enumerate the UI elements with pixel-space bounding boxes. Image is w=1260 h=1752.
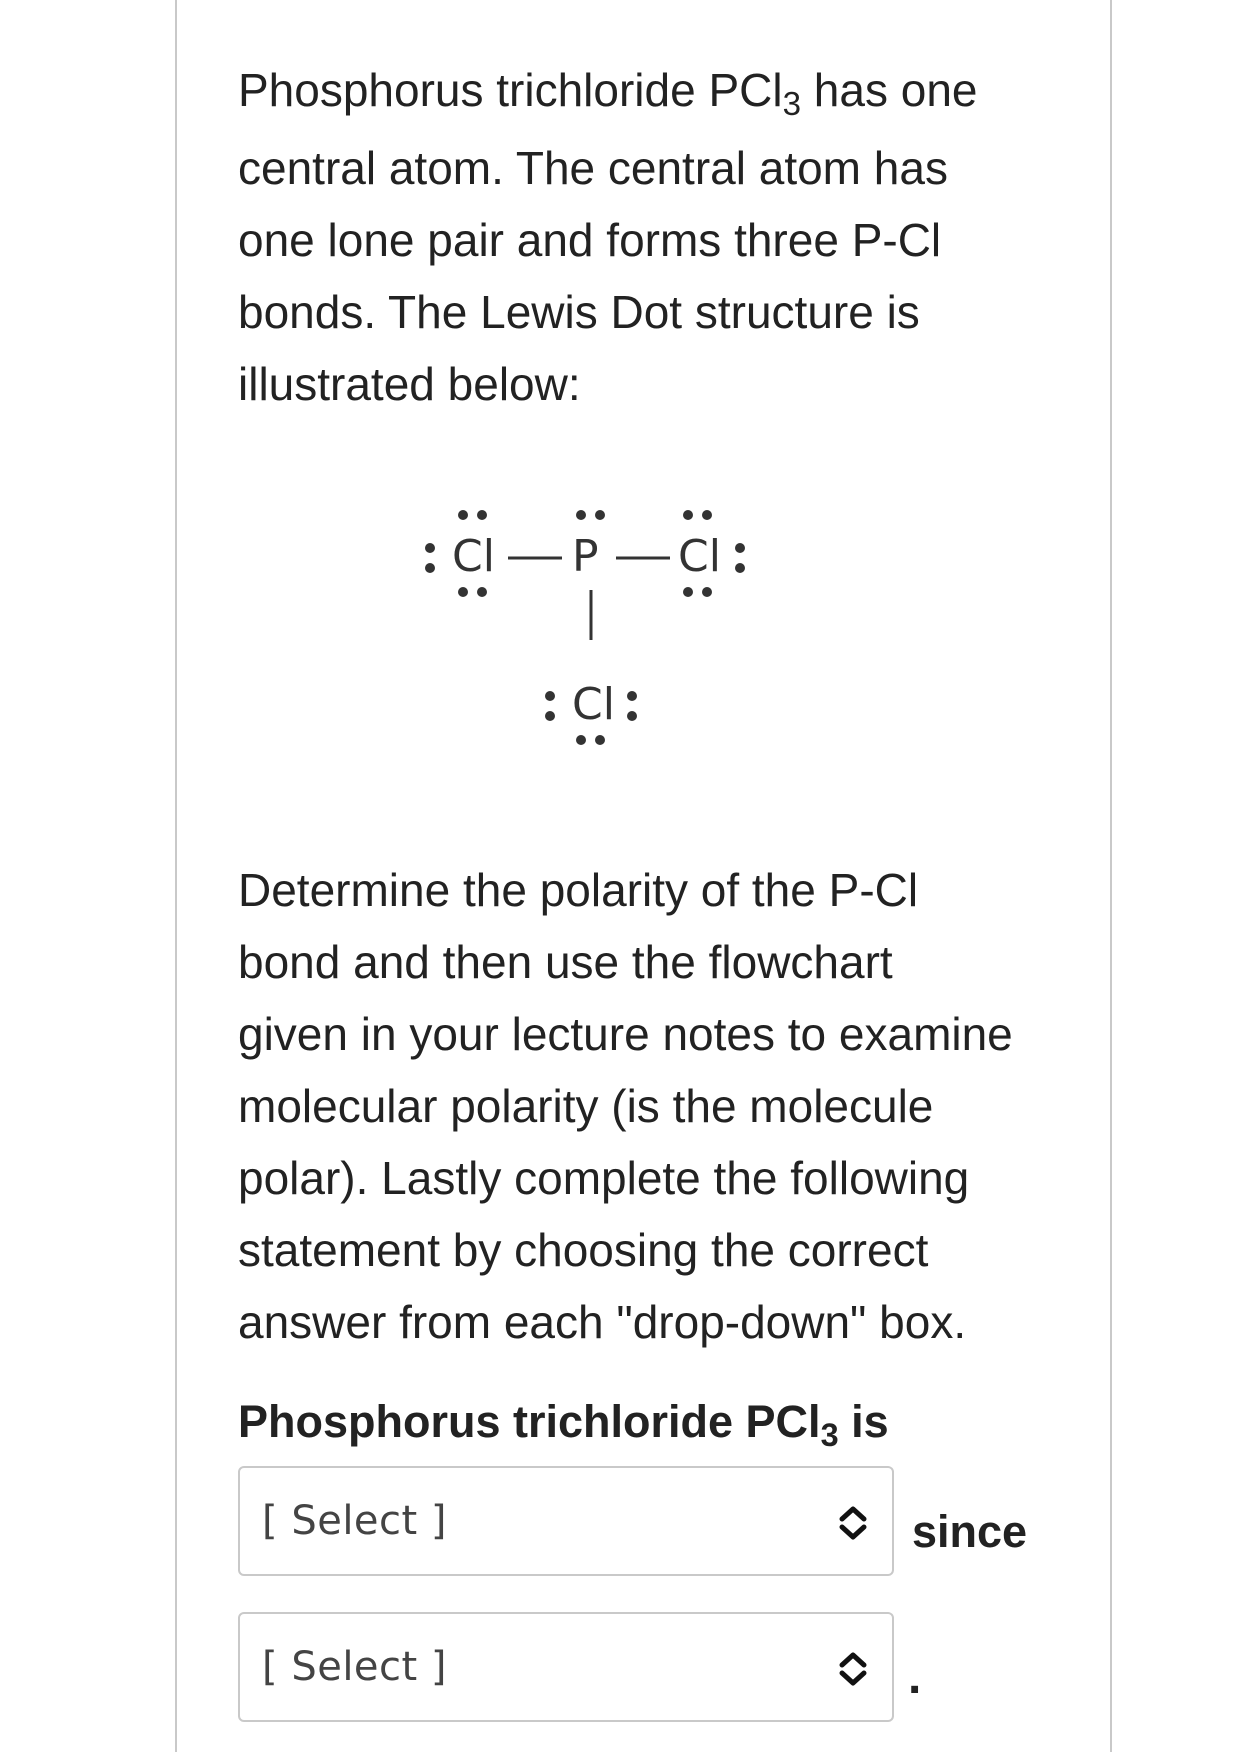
lone-pair-dot: [683, 510, 693, 520]
lewis-atom-bottom-cl: Cl: [572, 679, 615, 730]
intro-subscript: 3: [782, 86, 802, 124]
lone-pair-dot: [595, 735, 605, 745]
lone-pair-dot: [702, 510, 712, 520]
instructions-paragraph: [238, 854, 1078, 1358]
intro-line-1-tail: has one: [801, 64, 978, 116]
lone-pair-dot: [458, 510, 468, 520]
statement-tail: is: [838, 1396, 889, 1447]
statement-heading: [238, 1396, 889, 1454]
lone-pair-dot: [735, 563, 745, 573]
intro-line-2: central atom. The central atom has: [238, 142, 948, 194]
instructions-line-7: answer from each "drop-down" box.: [238, 1296, 967, 1348]
instructions-line-3: given in your lecture notes to examine: [238, 1008, 1013, 1060]
lone-pair-dot: [425, 563, 435, 573]
lone-pair-dot: [735, 543, 745, 553]
intro-line-1-text: Phosphorus trichloride PCl: [238, 64, 783, 116]
intro-line-1: [238, 54, 1078, 132]
lone-pair-dot: [477, 587, 487, 597]
lone-pair-dot: [545, 691, 555, 701]
instructions-line-6: statement by choosing the correct: [238, 1224, 929, 1276]
polarity-dropdown[interactable]: [238, 1466, 894, 1576]
lewis-atom-right-cl: Cl: [678, 531, 721, 582]
up-down-chevron-icon: [836, 1649, 870, 1689]
statement-text: Phosphorus trichloride PCl: [238, 1396, 821, 1447]
statement-subscript: 3: [820, 1417, 839, 1454]
intro-paragraph: [238, 54, 1078, 420]
intro-line-5: illustrated below:: [238, 358, 581, 410]
lone-pair-dot: [576, 735, 586, 745]
lone-pair-dot: [627, 691, 637, 701]
dropdown-selected-value: [ Select ]: [262, 1498, 448, 1544]
lewis-atom-left-cl: Cl: [452, 531, 495, 582]
intro-line-3: one lone pair and forms three P-Cl: [238, 214, 942, 266]
instructions-line-4: molecular polarity (is the molecule: [238, 1080, 934, 1132]
instructions-line-1: Determine the polarity of the P-Cl: [238, 864, 919, 916]
since-label: since: [912, 1506, 1028, 1557]
dropdown-selected-value: [ Select ]: [262, 1644, 448, 1690]
lewis-atom-center-p: P: [572, 531, 599, 582]
lone-pair-dot: [458, 587, 468, 597]
lone-pair-dot: [702, 587, 712, 597]
lone-pair-dot: [576, 510, 586, 520]
lone-pair-dot: [595, 510, 605, 520]
up-down-chevron-icon: [836, 1503, 870, 1543]
instructions-line-2: bond and then use the flowchart: [238, 936, 893, 988]
lone-pair-dot: [627, 711, 637, 721]
intro-line-4: bonds. The Lewis Dot structure is: [238, 286, 920, 338]
reason-dropdown[interactable]: [238, 1612, 894, 1722]
terminal-period: .: [908, 1651, 922, 1704]
lone-pair-dot: [477, 510, 487, 520]
instructions-line-5: polar). Lastly complete the following: [238, 1152, 970, 1204]
lone-pair-dot: [545, 711, 555, 721]
lone-pair-dot: [683, 587, 693, 597]
lone-pair-dot: [425, 543, 435, 553]
lewis-dot-structure: [400, 490, 880, 790]
